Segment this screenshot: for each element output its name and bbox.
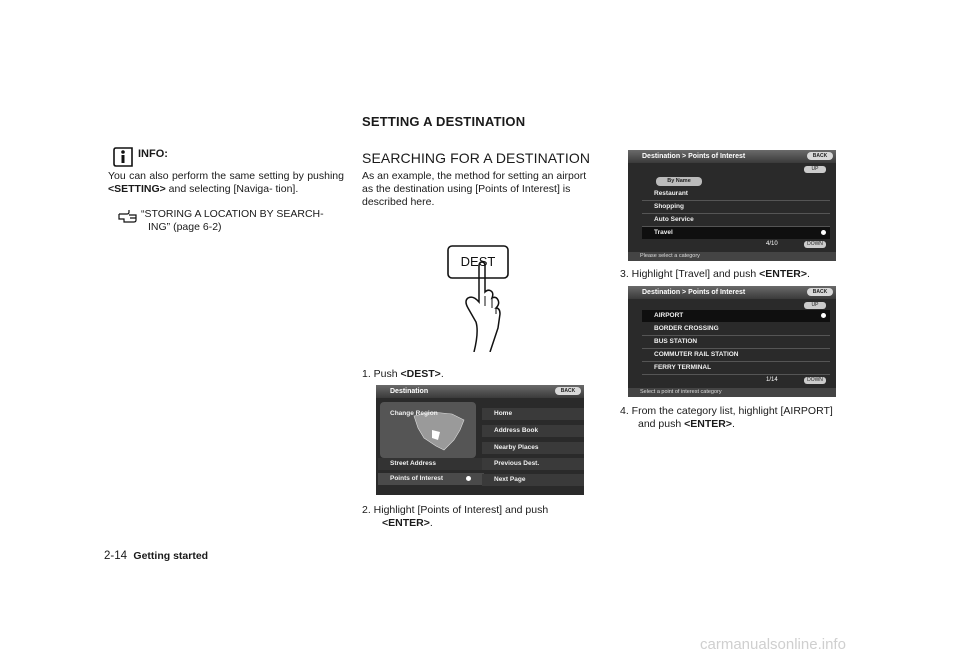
poi-bus-station[interactable]: BUS STATION (642, 336, 830, 349)
screen-footer: Please select a category (628, 252, 836, 261)
page-number: 2-14 (104, 550, 128, 562)
page-footer (104, 550, 208, 562)
category-restaurant[interactable]: Restaurant (642, 188, 830, 201)
cursor-dot-icon (821, 230, 826, 235)
back-button[interactable]: BACK (555, 387, 581, 395)
nav-screen-poi-categories (628, 150, 836, 261)
menu-item-home[interactable]: Home (482, 408, 584, 420)
dest-button-label: DEST (460, 254, 496, 269)
reference-text-line2: ING” (page 6-2) (148, 221, 222, 233)
cursor-dot-icon (821, 313, 826, 318)
nav-screen-travel-list (628, 286, 836, 397)
subsection-heading: SEARCHING FOR A DESTINATION (362, 150, 591, 166)
page-count: 4/10 (766, 241, 778, 247)
step-4: 4. From the category list, highlight [AIRPORT] (620, 405, 833, 417)
category-shopping[interactable]: Shopping (642, 201, 830, 214)
step-2-cont: <ENTER>. (382, 517, 433, 529)
back-button[interactable]: BACK (807, 288, 833, 296)
menu-item-previous-dest[interactable]: Previous Dest. (482, 458, 584, 470)
reference-icon (118, 209, 140, 223)
nav-screen-destination (376, 385, 584, 495)
screen-title: Destination > Points of Interest (628, 286, 836, 299)
poi-airport[interactable]: AIRPORT (642, 310, 830, 322)
section-title: SETTING A DESTINATION (362, 114, 526, 129)
by-name-button[interactable]: By Name (656, 177, 702, 186)
reference-text-line1: “STORING A LOCATION BY SEARCH- (141, 208, 324, 220)
screen-title: Destination > Points of Interest (628, 150, 836, 163)
section-name: Getting started (133, 550, 209, 562)
info-label: INFO: (138, 148, 168, 160)
up-button[interactable]: UP (804, 166, 826, 173)
menu-item-address-book[interactable]: Address Book (482, 425, 584, 437)
step-4-cont: and push <ENTER>. (638, 418, 735, 430)
change-region-label[interactable]: Change Region (390, 410, 438, 417)
menu-item-nearby-places[interactable]: Nearby Places (482, 442, 584, 454)
poi-ferry-terminal[interactable]: FERRY TERMINAL (642, 362, 830, 375)
dest-button-illustration (446, 240, 516, 352)
poi-commuter-rail-station[interactable]: COMMUTER RAIL STATION (642, 349, 830, 362)
screen-footer: Select a point of interest category (628, 388, 836, 397)
down-button[interactable]: DOWN (804, 241, 826, 248)
info-body: You can also perform the same setting by pushing <SETTING> and selecting [Naviga- tion]. (108, 170, 344, 195)
step-3: 3. Highlight [Travel] and push <ENTER>. (620, 268, 810, 280)
menu-item-next-page[interactable]: Next Page (482, 474, 584, 486)
screen-title: Destination (376, 385, 584, 398)
category-travel[interactable]: Travel (642, 227, 830, 239)
poi-border-crossing[interactable]: BORDER CROSSING (642, 323, 830, 336)
cursor-dot-icon (466, 476, 471, 481)
watermark: carmanualsonline.info (700, 636, 846, 653)
back-button[interactable]: BACK (807, 152, 833, 160)
menu-item-points-of-interest[interactable]: Points of Interest (378, 473, 484, 485)
category-auto-service[interactable]: Auto Service (642, 214, 830, 227)
intro-text: As an example, the method for setting an airport as the destination using [Points of Interest] is described here. (362, 170, 587, 208)
up-button[interactable]: UP (804, 302, 826, 309)
step-1: 1. Push <DEST>. (362, 368, 444, 380)
page-count: 1/14 (766, 377, 778, 383)
down-button[interactable]: DOWN (804, 377, 826, 384)
step-2: 2. Highlight [Points of Interest] and push (362, 504, 549, 516)
info-icon (112, 146, 134, 168)
menu-item-street-address[interactable]: Street Address (378, 458, 484, 470)
